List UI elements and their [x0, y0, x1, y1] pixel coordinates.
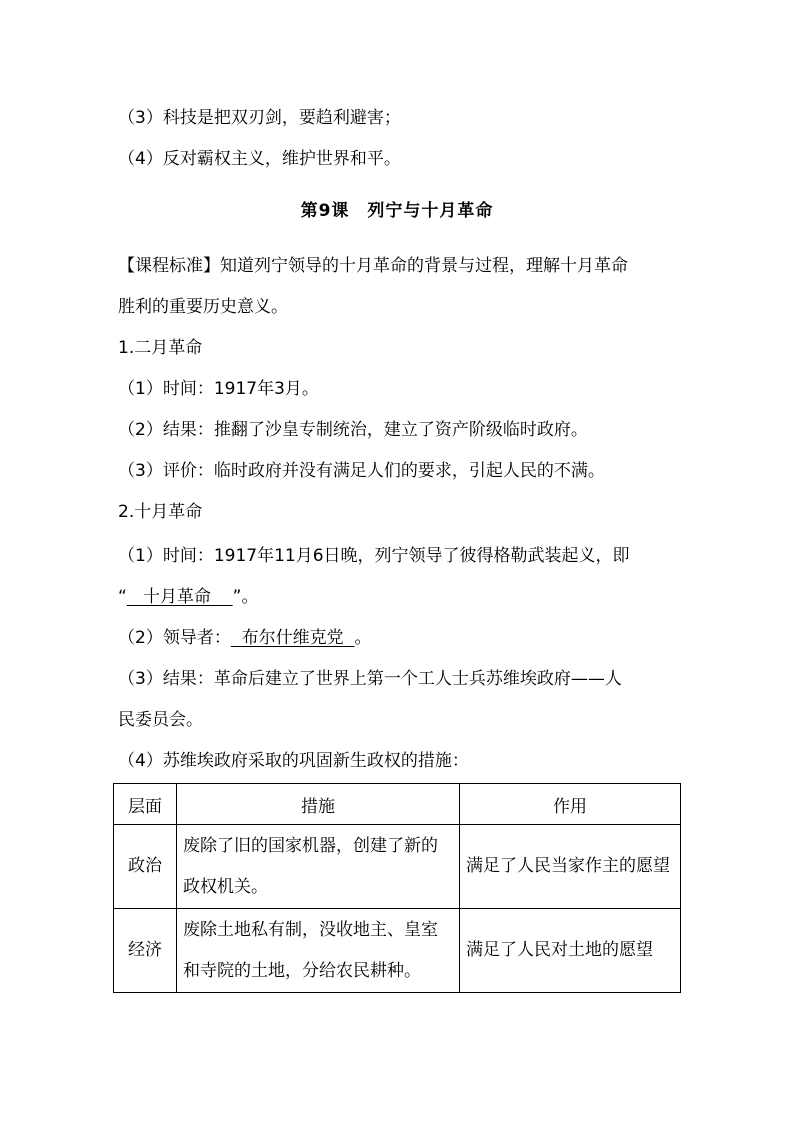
text-line: （3）科技是把双刃剑，要趋利避害；	[118, 108, 401, 128]
section-heading: 1.二月革命	[118, 338, 203, 358]
quote-open: “	[118, 587, 127, 607]
table-header-row	[114, 784, 681, 825]
text-line: （4）苏维埃政府采取的巩固新生政权的措施：	[118, 751, 469, 771]
table-row	[114, 909, 681, 993]
lesson-title: 第9课 列宁与十月革命	[300, 201, 494, 221]
column-header-level: 层面	[114, 784, 177, 825]
fill-in-line	[118, 627, 371, 649]
cell-level: 政治	[114, 825, 177, 909]
course-standard-line: 胜利的重要历史意义。	[118, 297, 288, 317]
text-line: （3）结果：革命后建立了世界上第一个工人士兵苏维埃政府——人	[118, 669, 622, 689]
answer-text: 十月革命	[143, 587, 212, 607]
column-header-measure: 措施	[177, 784, 460, 825]
answer-text: 布尔什维克党	[241, 628, 344, 648]
cell-measure: 废除土地私有制，没收地主、皇室和寺院的土地，分给农民耕种。	[177, 909, 460, 993]
text-line: （4）反对霸权主义，维护世界和平。	[118, 149, 401, 169]
quote-close: ”。	[232, 587, 259, 607]
table-row	[114, 825, 681, 909]
leader-label: （2）领导者：	[118, 628, 231, 648]
text-line: 民委员会。	[118, 710, 203, 730]
column-header-effect: 作用	[460, 784, 681, 825]
course-standard-line: 【课程标准】知道列宁领导的十月革命的背景与过程，理解十月革命	[118, 256, 628, 276]
sentence-end: 。	[354, 628, 372, 648]
measures-table	[113, 783, 681, 993]
cell-effect: 满足了人民对土地的愿望	[460, 909, 681, 993]
answer-blank	[127, 586, 233, 608]
cell-measure: 废除了旧的国家机器，创建了新的政权机关。	[177, 825, 460, 909]
text-line: （1）时间：1917年3月。	[118, 379, 319, 399]
text-line: （2）结果：推翻了沙皇专制统治，建立了资产阶级临时政府。	[118, 420, 588, 440]
fill-in-line	[118, 586, 258, 608]
cell-effect: 满足了人民当家作主的愿望	[460, 825, 681, 909]
answer-blank	[231, 627, 355, 649]
text-line: （1）时间：1917年11月6日晚，列宁领导了彼得格勒武装起义，即	[118, 546, 630, 566]
cell-level: 经济	[114, 909, 177, 993]
section-heading: 2.十月革命	[118, 502, 203, 522]
text-line: （3）评价：临时政府并没有满足人们的要求，引起人民的不满。	[118, 461, 605, 481]
